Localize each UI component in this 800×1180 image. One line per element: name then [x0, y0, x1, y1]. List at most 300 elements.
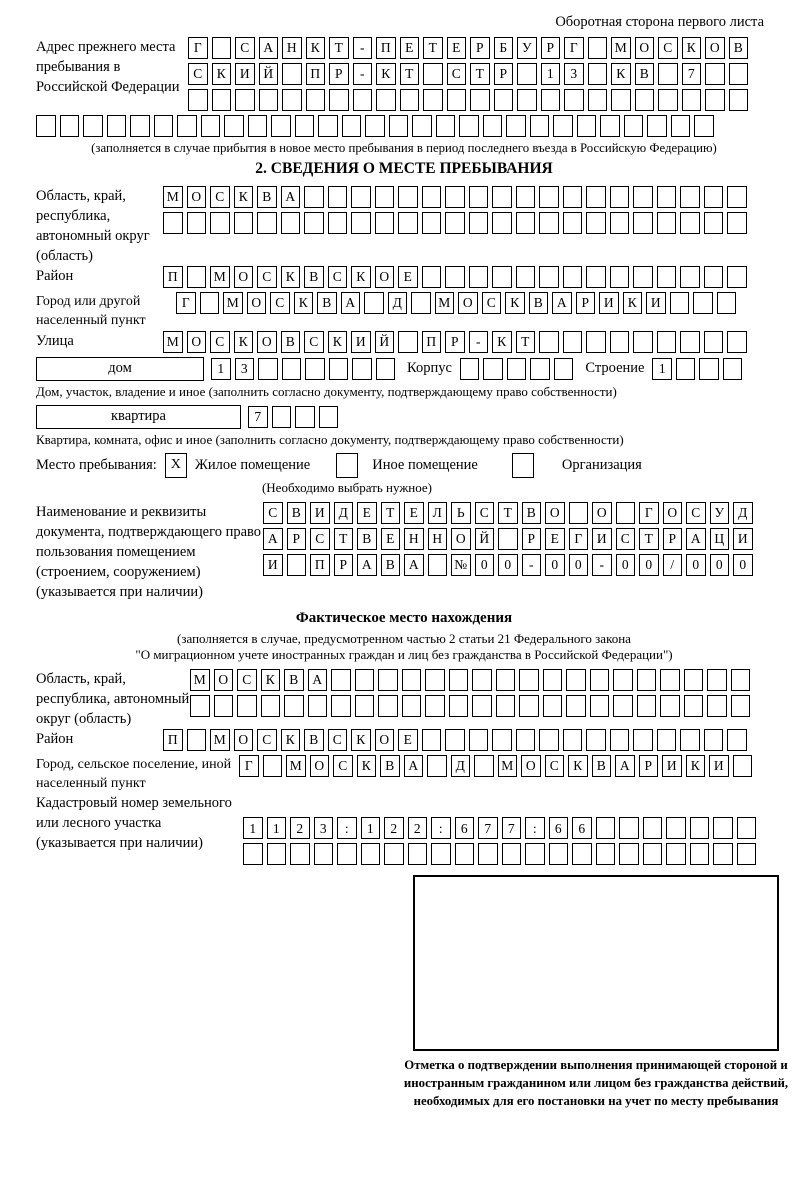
char-cell — [469, 729, 489, 751]
char-cell — [690, 817, 710, 839]
char-cell: О — [635, 37, 655, 59]
char-cell: С — [263, 502, 283, 524]
char-cell: К — [281, 266, 301, 288]
char-cell: К — [281, 729, 301, 751]
char-cell — [290, 843, 310, 865]
char-cell: И — [733, 528, 753, 550]
char-cell — [563, 266, 583, 288]
char-cell — [263, 755, 283, 777]
char-cell: 0 — [710, 554, 730, 576]
cadastral-rows — [243, 793, 760, 869]
char-cell — [455, 843, 475, 865]
char-cell: В — [304, 729, 324, 751]
char-cell — [684, 695, 704, 717]
char-cell: / — [663, 554, 683, 576]
char-grid-row — [460, 358, 578, 380]
char-cell — [682, 89, 702, 111]
char-cell: И — [709, 755, 729, 777]
char-cell — [586, 186, 606, 208]
char-cell — [378, 695, 398, 717]
char-cell: 1 — [243, 817, 263, 839]
char-cell — [658, 89, 678, 111]
city-block — [36, 292, 772, 331]
char-cell — [337, 843, 357, 865]
char-cell: А — [357, 554, 377, 576]
cadastral-block — [36, 793, 772, 869]
char-cell — [588, 63, 608, 85]
char-cell: О — [310, 755, 330, 777]
char-cell — [177, 115, 197, 137]
char-cell: С — [482, 292, 502, 314]
char-cell: О — [187, 331, 207, 353]
char-cell — [389, 115, 409, 137]
char-grid-row — [188, 37, 752, 59]
char-cell — [469, 212, 489, 234]
char-cell: И — [351, 331, 371, 353]
char-cell: А — [552, 292, 572, 314]
stay-type-checkbox-organization — [512, 453, 534, 478]
char-cell: В — [635, 63, 655, 85]
char-cell — [566, 669, 586, 691]
char-cell — [666, 817, 686, 839]
char-cell — [154, 115, 174, 137]
char-cell: - — [469, 331, 489, 353]
char-cell — [549, 843, 569, 865]
char-cell — [107, 115, 127, 137]
char-cell: К — [505, 292, 525, 314]
char-cell: Е — [381, 528, 401, 550]
apartment-labelbox: квартира — [36, 405, 241, 429]
char-cell: Е — [357, 502, 377, 524]
char-cell — [445, 186, 465, 208]
char-cell — [723, 358, 743, 380]
char-cell — [657, 331, 677, 353]
page-corner-note: Оборотная сторона первого листа — [555, 14, 764, 30]
char-cell — [657, 266, 677, 288]
char-cell: 0 — [545, 554, 565, 576]
char-cell: П — [310, 554, 330, 576]
char-cell — [445, 212, 465, 234]
char-cell — [707, 669, 727, 691]
char-cell: В — [592, 755, 612, 777]
char-cell — [733, 755, 753, 777]
char-cell — [355, 669, 375, 691]
char-cell — [539, 331, 559, 353]
char-cell — [483, 358, 503, 380]
char-cell — [384, 843, 404, 865]
char-cell: М — [286, 755, 306, 777]
char-cell — [553, 115, 573, 137]
char-cell — [282, 63, 302, 85]
char-cell: В — [529, 292, 549, 314]
char-cell: Н — [282, 37, 302, 59]
char-cell — [187, 212, 207, 234]
char-cell: К — [212, 63, 232, 85]
char-cell — [704, 212, 724, 234]
char-grid-row — [243, 817, 760, 839]
char-cell — [563, 729, 583, 751]
char-cell — [449, 669, 469, 691]
korpus-label: Корпус — [407, 360, 452, 377]
char-grid-row — [263, 554, 757, 576]
char-cell — [163, 212, 183, 234]
char-cell — [376, 358, 396, 380]
char-cell: А — [404, 554, 424, 576]
char-cell: Т — [639, 528, 659, 550]
char-cell — [516, 212, 536, 234]
char-cell — [422, 729, 442, 751]
char-cell: Т — [470, 63, 490, 85]
char-cell — [329, 89, 349, 111]
char-cell: Ц — [710, 528, 730, 550]
char-cell — [353, 89, 373, 111]
char-cell: К — [306, 37, 326, 59]
char-grid-row — [163, 212, 751, 234]
char-cell — [517, 89, 537, 111]
char-grid-row — [190, 669, 754, 691]
char-grid-row — [163, 266, 751, 288]
char-cell — [329, 358, 349, 380]
char-cell — [572, 843, 592, 865]
char-cell: Г — [639, 502, 659, 524]
document-rows — [263, 502, 757, 580]
char-cell: Р — [494, 63, 514, 85]
char-cell — [586, 266, 606, 288]
char-cell — [611, 89, 631, 111]
char-cell — [210, 212, 230, 234]
char-cell: 2 — [384, 817, 404, 839]
char-cell: С — [257, 729, 277, 751]
char-cell: Р — [576, 292, 596, 314]
stay-type-checkbox-residential: X — [165, 453, 187, 478]
char-cell — [398, 186, 418, 208]
char-cell — [402, 669, 422, 691]
confirmation-stamp-box — [413, 875, 779, 1051]
char-cell — [422, 266, 442, 288]
char-cell — [496, 695, 516, 717]
char-cell — [530, 358, 550, 380]
apartment-note: Квартира, комната, офис и иное (заполнить согласно документу, подтверждающему право собственности) — [36, 431, 624, 447]
char-cell — [272, 406, 292, 428]
apartment-row — [36, 405, 772, 429]
char-cell — [707, 695, 727, 717]
char-cell — [670, 292, 690, 314]
char-cell — [613, 669, 633, 691]
char-cell: Р — [334, 554, 354, 576]
char-cell — [331, 695, 351, 717]
char-cell — [398, 212, 418, 234]
char-cell: 7 — [478, 817, 498, 839]
char-cell — [519, 669, 539, 691]
actual-city-block — [36, 755, 772, 794]
char-cell — [492, 729, 512, 751]
char-cell — [295, 406, 315, 428]
char-cell — [690, 843, 710, 865]
district-block — [36, 266, 772, 292]
char-cell: М — [210, 729, 230, 751]
char-cell — [502, 843, 522, 865]
char-cell — [658, 63, 678, 85]
char-cell: Й — [475, 528, 495, 550]
char-cell — [616, 502, 636, 524]
char-cell — [657, 729, 677, 751]
char-cell — [398, 331, 418, 353]
char-cell — [717, 292, 737, 314]
char-cell — [188, 89, 208, 111]
char-cell — [304, 186, 324, 208]
char-cell: 1 — [267, 817, 287, 839]
stay-type-row — [36, 453, 772, 478]
char-cell: С — [328, 266, 348, 288]
char-cell — [680, 212, 700, 234]
char-cell: 7 — [248, 406, 268, 428]
house-labelbox: дом — [36, 357, 204, 381]
field-label-actual-district: Район — [36, 730, 74, 747]
char-cell: Г — [239, 755, 259, 777]
char-cell: И — [646, 292, 666, 314]
char-cell: Р — [445, 331, 465, 353]
char-cell — [423, 89, 443, 111]
char-cell — [554, 358, 574, 380]
char-cell: С — [545, 755, 565, 777]
char-cell — [187, 729, 207, 751]
char-cell — [596, 817, 616, 839]
region-rows — [163, 186, 751, 238]
field-label-prev-address: Адрес прежнего места пребывания в Российской Федерации — [36, 39, 180, 95]
confirmation-block — [394, 875, 798, 1111]
char-cell: В — [381, 554, 401, 576]
char-cell — [613, 695, 633, 717]
char-grid-row — [176, 292, 740, 314]
stay-type-option-organization-label: Организация — [561, 456, 642, 473]
char-cell: Е — [447, 37, 467, 59]
char-cell — [506, 115, 526, 137]
stay-type-checkbox-other-premises — [336, 453, 358, 478]
char-cell: 6 — [572, 817, 592, 839]
char-cell: 6 — [455, 817, 475, 839]
stay-type-option-residential-label: Жилое помещение — [194, 456, 311, 473]
char-cell — [469, 186, 489, 208]
char-cell — [713, 843, 733, 865]
house-note: Дом, участок, владение и иное (заполнить согласно документу, подтверждающему право собственности) — [36, 383, 617, 399]
char-cell: 0 — [569, 554, 589, 576]
char-cell — [234, 212, 254, 234]
char-cell — [699, 358, 719, 380]
char-cell — [187, 266, 207, 288]
char-cell: К — [611, 63, 631, 85]
char-cell — [235, 89, 255, 111]
char-grid-row — [263, 528, 757, 550]
actual-location-note-line2: "О миграционном учете иностранных граждан и лиц без гражданства в Российской Федерации") — [135, 646, 673, 662]
char-cell: М — [223, 292, 243, 314]
char-cell — [319, 406, 339, 428]
actual-region-block — [36, 669, 772, 729]
char-cell — [314, 843, 334, 865]
char-cell: 6 — [549, 817, 569, 839]
char-cell: : — [431, 817, 451, 839]
char-cell — [258, 358, 278, 380]
char-cell — [704, 266, 724, 288]
char-cell — [516, 266, 536, 288]
char-cell: И — [662, 755, 682, 777]
char-cell: К — [234, 186, 254, 208]
char-cell — [563, 212, 583, 234]
char-cell — [624, 115, 644, 137]
char-cell: 0 — [498, 554, 518, 576]
char-cell: Р — [329, 63, 349, 85]
prev-address-block — [36, 37, 772, 115]
char-cell — [610, 212, 630, 234]
char-cell: Г — [176, 292, 196, 314]
char-cell: И — [310, 502, 330, 524]
prev-address-note: (заполняется в случае прибытия в новое место пребывания в период последнего въезда в Российскую Федерацию) — [91, 141, 717, 155]
char-cell: Т — [498, 502, 518, 524]
char-grid-row — [188, 63, 752, 85]
char-cell: С — [304, 331, 324, 353]
char-cell — [727, 186, 747, 208]
char-cell: Н — [428, 528, 448, 550]
char-cell — [281, 212, 301, 234]
char-cell — [483, 115, 503, 137]
char-grid-row — [263, 502, 757, 524]
char-cell — [271, 115, 291, 137]
char-cell: К — [376, 63, 396, 85]
char-cell: С — [686, 502, 706, 524]
char-cell: В — [281, 331, 301, 353]
char-cell: Д — [388, 292, 408, 314]
char-cell: Р — [470, 37, 490, 59]
char-cell — [351, 186, 371, 208]
char-cell: 2 — [408, 817, 428, 839]
char-cell — [737, 843, 757, 865]
char-cell — [693, 292, 713, 314]
char-cell — [539, 186, 559, 208]
char-cell — [671, 115, 691, 137]
char-cell — [427, 755, 447, 777]
char-cell: С — [447, 63, 467, 85]
char-cell — [436, 115, 456, 137]
char-cell: - — [353, 63, 373, 85]
char-cell — [352, 358, 372, 380]
field-label-region: Область, край, республика, автономный округ (область) — [36, 188, 150, 264]
char-cell — [635, 89, 655, 111]
char-cell — [201, 115, 221, 137]
char-grid-row — [239, 755, 756, 777]
char-cell: О — [187, 186, 207, 208]
char-cell: П — [163, 266, 183, 288]
char-cell: 7 — [682, 63, 702, 85]
char-cell: 0 — [733, 554, 753, 576]
char-cell — [643, 817, 663, 839]
char-cell — [478, 843, 498, 865]
char-cell: Д — [451, 755, 471, 777]
char-cell — [328, 186, 348, 208]
char-cell: А — [615, 755, 635, 777]
char-cell: 2 — [290, 817, 310, 839]
char-cell: О — [375, 729, 395, 751]
char-cell — [445, 266, 465, 288]
char-cell: 1 — [652, 358, 672, 380]
char-grid-row — [652, 358, 746, 380]
char-cell: П — [422, 331, 442, 353]
char-cell: О — [234, 266, 254, 288]
char-cell — [657, 186, 677, 208]
char-cell: С — [328, 729, 348, 751]
char-cell — [361, 843, 381, 865]
char-cell: 0 — [616, 554, 636, 576]
char-cell — [375, 212, 395, 234]
char-cell: Т — [329, 37, 349, 59]
char-cell — [539, 212, 559, 234]
char-cell — [704, 331, 724, 353]
house-row — [36, 357, 772, 381]
char-cell: Г — [564, 37, 584, 59]
char-cell — [431, 843, 451, 865]
char-cell: Й — [375, 331, 395, 353]
char-cell: Т — [381, 502, 401, 524]
char-cell — [259, 89, 279, 111]
char-cell: М — [498, 755, 518, 777]
char-cell: В — [522, 502, 542, 524]
char-cell: С — [333, 755, 353, 777]
stay-type-label: Место пребывания: — [36, 456, 157, 473]
char-cell: О — [375, 266, 395, 288]
char-cell: И — [263, 554, 283, 576]
char-cell — [445, 729, 465, 751]
char-cell — [472, 695, 492, 717]
char-cell — [637, 669, 657, 691]
char-cell: К — [351, 729, 371, 751]
char-cell — [684, 669, 704, 691]
char-cell: К — [357, 755, 377, 777]
char-cell: Д — [334, 502, 354, 524]
field-label-actual-city: Город, сельское поселение, иной населенный пункт — [36, 756, 232, 791]
char-cell — [596, 843, 616, 865]
char-grid-row — [211, 358, 399, 380]
char-cell — [130, 115, 150, 137]
char-cell: Т — [516, 331, 536, 353]
char-cell — [516, 186, 536, 208]
char-cell — [422, 212, 442, 234]
char-cell — [680, 266, 700, 288]
char-cell: К — [623, 292, 643, 314]
char-cell — [261, 695, 281, 717]
char-cell — [516, 729, 536, 751]
char-cell — [539, 729, 559, 751]
char-cell — [447, 89, 467, 111]
char-cell — [590, 669, 610, 691]
char-cell — [214, 695, 234, 717]
char-cell — [737, 817, 757, 839]
char-cell — [586, 331, 606, 353]
char-cell — [539, 266, 559, 288]
char-cell: Е — [400, 37, 420, 59]
char-cell — [411, 292, 431, 314]
stroenie-label: Строение — [585, 360, 645, 377]
char-cell — [660, 669, 680, 691]
char-cell — [459, 115, 479, 137]
char-cell — [633, 266, 653, 288]
char-cell: В — [257, 186, 277, 208]
char-cell — [704, 186, 724, 208]
char-cell — [498, 528, 518, 550]
char-cell: О — [521, 755, 541, 777]
char-cell — [577, 115, 597, 137]
char-cell — [600, 115, 620, 137]
actual-location-title: Фактическое место нахождения — [295, 609, 513, 626]
char-cell: 0 — [686, 554, 706, 576]
char-cell — [257, 212, 277, 234]
